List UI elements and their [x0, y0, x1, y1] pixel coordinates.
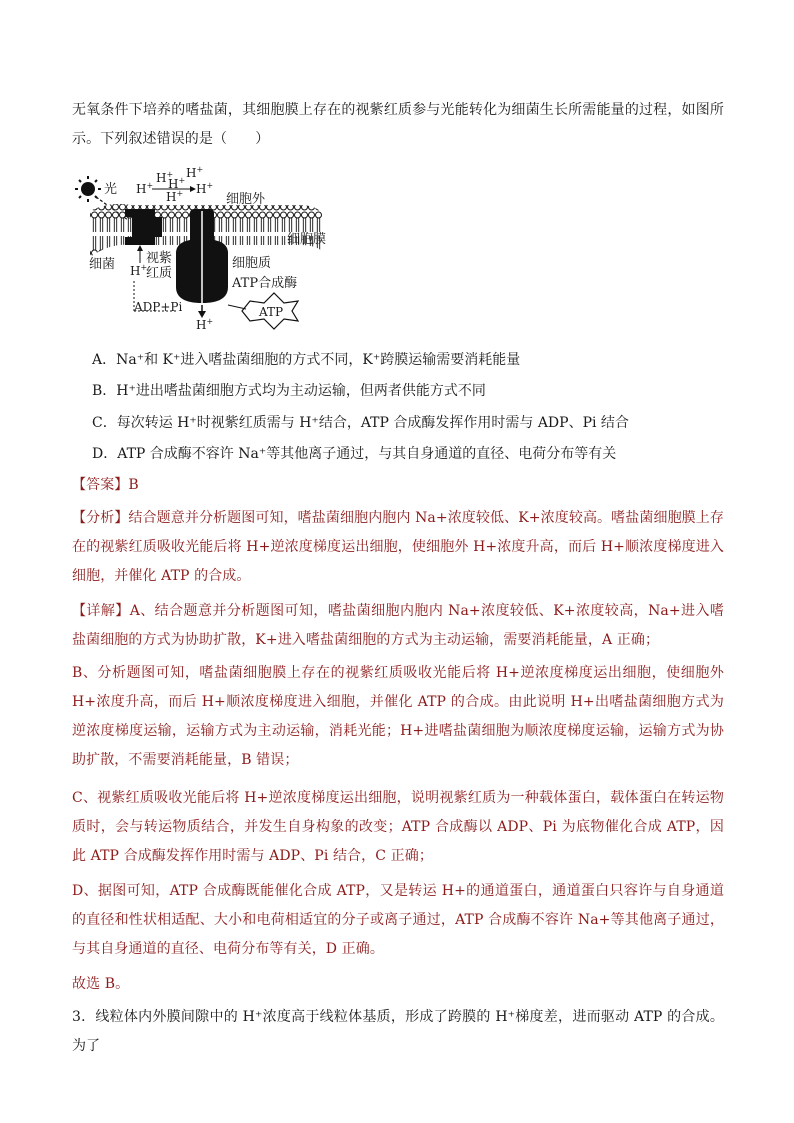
option-c: C．每次转运 H⁺时视紫红质需与 H⁺结合，ATP 合成酶发挥作用时需与 ADP、Pi 结合 — [92, 415, 629, 431]
rhodopsin-label-1: 视紫 — [146, 251, 173, 266]
detail-d: D、据图可知，ATP 合成酶既能催化合成 ATP，又是转运 H+的通道蛋白，通道蛋白只容许与自身通道的直径和性状相适配、大小和电荷相适宜的分子或离子通过，ATP 合成酶不容许 Na+等其他离子通过，与其自身通道的直径、电荷分布等有关，D 正确。 — [72, 883, 724, 957]
h-ions-outside — [136, 165, 213, 204]
detail-b: B、分析题图可知，嗜盐菌细胞膜上存在的视紫红质吸收光能后将 H+逆浓度梯度运出细胞，使细胞外 H+浓度升高，而后 H+顺浓度梯度进入细胞，并催化 ATP 的合成。由此说明 H+出嗜盐菌细胞方式为逆浓度梯度运输，运输方式为主动运输，消耗光能；H+进嗜盐菌细胞为顺浓度梯度运输，运输方式为协助扩散，不需要消耗能量，B 错误； — [72, 665, 724, 768]
question-stem: 无氧条件下培养的嗜盐菌，其细胞膜上存在的视紫红质参与光能转化为细菌生长所需能量的过程，如图所示。下列叙述错误的是（ ） — [72, 102, 724, 147]
adp-pi-label: ADP+Pi — [134, 300, 183, 314]
atp-label: ATP — [259, 305, 284, 319]
bacteria-label: 细菌 — [89, 257, 116, 272]
answer-line: 【答案】B — [72, 477, 139, 493]
option-d: D．ATP 合成酶不容许 Na⁺等其他离子通过，与其自身通道的直径、电荷分布等有关 — [92, 446, 617, 462]
next-question: 3．线粒体内外膜间隙中的 H⁺浓度高于线粒体基质，形成了跨膜的 H⁺梯度差，进而驱动 ATP 的合成。为了 — [72, 1009, 724, 1054]
detail-a: 【详解】A、结合题意并分析题图可知，嗜盐菌细胞内胞内 Na+浓度较低、K+浓度较高，Na+进入嗜盐菌细胞的方式为协助扩散，K+进入嗜盐菌细胞的方式为主动运输，需要消耗能量，A 正确； — [72, 603, 724, 648]
analysis-block: 【分析】结合题意并分析题图可知，嗜盐菌细胞内胞内 Na+浓度较低、K+浓度较高。嗜盐菌细胞膜上存在的视紫红质吸收光能后将 H+逆浓度梯度运出细胞，使细胞外 H+浓度升高，而后 H+顺浓度梯度进入细胞，并催化 ATP 的合成。 — [72, 510, 724, 584]
detail-c: C、视紫红质吸收光能后将 H+逆浓度梯度运出细胞，说明视紫红质为一种载体蛋白，载体蛋白在转运物质时，会与转运物质结合，并发生自身构象的改变；ATP 合成酶以 ADP、Pi 为底物催化合成 ATP，因此 ATP 合成酶发挥作用时需与 ADP、Pi 结合，C 正确； — [72, 790, 724, 864]
membrane-label: 细胞膜 — [287, 232, 327, 247]
atp-synthase-label: ATP合成酶 — [232, 276, 298, 291]
light-label: 光 — [104, 182, 118, 197]
rhodopsin-label-2: 红质 — [146, 266, 173, 281]
option-a: A．Na⁺和 K⁺进入嗜盐菌细胞的方式不同，K⁺跨膜运输需要消耗能量 — [92, 352, 521, 368]
svg-text:H+: H+ — [196, 181, 214, 196]
cytoplasm-label: 细胞质 — [232, 256, 272, 271]
outside-label: 细胞外 — [226, 192, 266, 207]
svg-text:H+: H+ — [136, 181, 154, 196]
svg-text:H+: H+ — [166, 189, 184, 204]
svg-text:H+: H+ — [156, 170, 174, 185]
svg-text:H+: H+ — [168, 176, 186, 191]
svg-text:H+: H+ — [186, 165, 204, 180]
option-b: B．H⁺进出嗜盐菌细胞方式均为主动运输，但两者供能方式不同 — [92, 383, 486, 399]
detail-conclusion: 故选 B。 — [72, 976, 130, 992]
h-ion-out-label: H+ — [196, 317, 214, 332]
h-ion-inside-label: H+ — [130, 263, 148, 278]
rhodopsin-atp-synthase-diagram — [70, 165, 340, 335]
